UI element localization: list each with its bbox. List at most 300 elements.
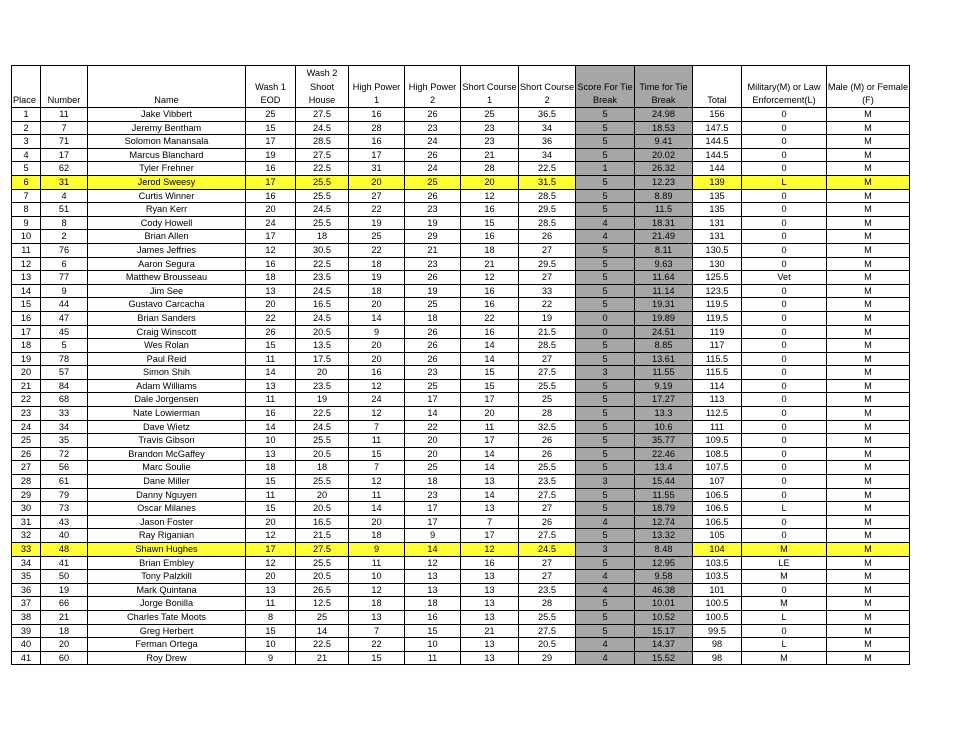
cell-tie-time: 17.27 <box>635 393 693 407</box>
cell-tie-score: 5 <box>576 624 635 638</box>
cell-name: Brian Embley <box>88 556 246 570</box>
cell-short-course-2: 24.5 <box>519 543 576 557</box>
cell-total: 115.5 <box>693 352 742 366</box>
cell-military-law: M <box>742 651 827 665</box>
cell-tie-time: 11.55 <box>635 488 693 502</box>
cell-total: 117 <box>693 339 742 353</box>
cell-wash2: 18 <box>296 230 349 244</box>
cell-tie-score: 5 <box>576 379 635 393</box>
cell-tie-time: 19.31 <box>635 298 693 312</box>
cell-high-power-2: 17 <box>405 515 461 529</box>
cell-tie-time: 18.31 <box>635 216 693 230</box>
cell-total: 119 <box>693 325 742 339</box>
table-row <box>12 175 910 189</box>
cell-tie-time: 9.63 <box>635 257 693 271</box>
cell-wash2: 25.5 <box>296 175 349 189</box>
cell-number: 18 <box>41 624 88 638</box>
cell-tie-time: 12.23 <box>635 175 693 189</box>
cell-gender: M <box>827 271 910 285</box>
table-row <box>12 243 910 257</box>
cell-total: 135 <box>693 189 742 203</box>
cell-wash1: 20 <box>246 203 296 217</box>
header-high-power-2: High Power 2 <box>405 66 461 108</box>
cell-short-course-1: 16 <box>461 284 519 298</box>
cell-place: 37 <box>12 597 41 611</box>
cell-high-power-1: 16 <box>349 366 405 380</box>
cell-short-course-2: 21.5 <box>519 325 576 339</box>
cell-total: 98 <box>693 651 742 665</box>
header-tie-score: Score For Tie Break <box>576 66 635 108</box>
cell-high-power-1: 9 <box>349 325 405 339</box>
cell-tie-score: 0 <box>576 325 635 339</box>
cell-total: 106.5 <box>693 515 742 529</box>
cell-short-course-1: 13 <box>461 651 519 665</box>
cell-short-course-1: 12 <box>461 271 519 285</box>
cell-name: Greg Herbert <box>88 624 246 638</box>
cell-number: 66 <box>41 597 88 611</box>
cell-high-power-1: 12 <box>349 583 405 597</box>
cell-name: Dale Jorgensen <box>88 393 246 407</box>
cell-number: 77 <box>41 271 88 285</box>
cell-number: 17 <box>41 148 88 162</box>
cell-tie-time: 11.55 <box>635 366 693 380</box>
cell-high-power-1: 20 <box>349 339 405 353</box>
cell-high-power-2: 24 <box>405 135 461 149</box>
cell-high-power-1: 9 <box>349 543 405 557</box>
cell-military-law: 0 <box>742 583 827 597</box>
table-row <box>12 556 910 570</box>
cell-place: 20 <box>12 366 41 380</box>
cell-short-course-2: 29.5 <box>519 257 576 271</box>
cell-high-power-1: 12 <box>349 475 405 489</box>
cell-name: James Jeffries <box>88 243 246 257</box>
cell-tie-time: 26.32 <box>635 162 693 176</box>
cell-place: 27 <box>12 461 41 475</box>
cell-short-course-1: 17 <box>461 393 519 407</box>
cell-high-power-1: 11 <box>349 434 405 448</box>
cell-high-power-1: 14 <box>349 311 405 325</box>
cell-wash1: 17 <box>246 230 296 244</box>
cell-tie-time: 9.41 <box>635 135 693 149</box>
header-tie-time: Time for Tie Break <box>635 66 693 108</box>
cell-gender: M <box>827 610 910 624</box>
table-row <box>12 257 910 271</box>
cell-place: 5 <box>12 162 41 176</box>
cell-total: 107.5 <box>693 461 742 475</box>
cell-gender: M <box>827 121 910 135</box>
cell-number: 31 <box>41 175 88 189</box>
cell-tie-score: 5 <box>576 393 635 407</box>
cell-place: 11 <box>12 243 41 257</box>
cell-wash2: 24.5 <box>296 284 349 298</box>
table-row <box>12 624 910 638</box>
header-gender: Male (M) or Female (F) <box>827 66 910 108</box>
cell-wash2: 12.5 <box>296 597 349 611</box>
table-row <box>12 583 910 597</box>
cell-place: 10 <box>12 230 41 244</box>
cell-short-course-1: 12 <box>461 189 519 203</box>
cell-short-course-1: 14 <box>461 461 519 475</box>
table-row <box>12 610 910 624</box>
cell-wash1: 15 <box>246 502 296 516</box>
cell-high-power-2: 23 <box>405 203 461 217</box>
cell-wash1: 18 <box>246 271 296 285</box>
cell-wash2: 22.5 <box>296 162 349 176</box>
cell-total: 100.5 <box>693 610 742 624</box>
cell-tie-score: 4 <box>576 216 635 230</box>
cell-place: 9 <box>12 216 41 230</box>
cell-total: 119.5 <box>693 311 742 325</box>
cell-total: 131 <box>693 230 742 244</box>
cell-short-course-2: 22 <box>519 298 576 312</box>
cell-number: 50 <box>41 570 88 584</box>
cell-high-power-1: 20 <box>349 352 405 366</box>
cell-wash2: 19 <box>296 393 349 407</box>
cell-short-course-2: 27 <box>519 243 576 257</box>
cell-military-law: M <box>742 597 827 611</box>
cell-short-course-2: 34 <box>519 121 576 135</box>
cell-wash2: 20.5 <box>296 325 349 339</box>
cell-gender: M <box>827 488 910 502</box>
cell-high-power-1: 12 <box>349 407 405 421</box>
cell-number: 43 <box>41 515 88 529</box>
cell-number: 2 <box>41 230 88 244</box>
cell-gender: M <box>827 556 910 570</box>
cell-place: 41 <box>12 651 41 665</box>
cell-high-power-1: 22 <box>349 203 405 217</box>
cell-high-power-2: 13 <box>405 570 461 584</box>
cell-wash1: 11 <box>246 352 296 366</box>
cell-place: 17 <box>12 325 41 339</box>
cell-tie-time: 8.85 <box>635 339 693 353</box>
cell-tie-score: 3 <box>576 543 635 557</box>
cell-short-course-2: 32.5 <box>519 420 576 434</box>
cell-place: 21 <box>12 379 41 393</box>
cell-wash2: 16.5 <box>296 298 349 312</box>
cell-tie-score: 4 <box>576 651 635 665</box>
cell-tie-time: 21.49 <box>635 230 693 244</box>
cell-high-power-1: 25 <box>349 230 405 244</box>
table-row <box>12 434 910 448</box>
cell-high-power-2: 23 <box>405 257 461 271</box>
cell-high-power-1: 19 <box>349 216 405 230</box>
cell-total: 123.5 <box>693 284 742 298</box>
cell-high-power-2: 24 <box>405 162 461 176</box>
cell-tie-score: 5 <box>576 447 635 461</box>
cell-high-power-1: 14 <box>349 502 405 516</box>
table-row <box>12 570 910 584</box>
cell-wash1: 17 <box>246 175 296 189</box>
cell-short-course-2: 28.5 <box>519 216 576 230</box>
cell-military-law: 0 <box>742 379 827 393</box>
header-short-course-1: Short Course 1 <box>461 66 519 108</box>
cell-wash2: 25.5 <box>296 556 349 570</box>
cell-number: 40 <box>41 529 88 543</box>
cell-short-course-1: 15 <box>461 379 519 393</box>
cell-number: 57 <box>41 366 88 380</box>
header-short-course-2: Short Course 2 <box>519 66 576 108</box>
cell-wash1: 15 <box>246 339 296 353</box>
cell-short-course-2: 20.5 <box>519 638 576 652</box>
cell-gender: M <box>827 352 910 366</box>
cell-military-law: 0 <box>742 108 827 122</box>
cell-high-power-2: 12 <box>405 556 461 570</box>
cell-number: 33 <box>41 407 88 421</box>
cell-tie-score: 5 <box>576 257 635 271</box>
cell-tie-score: 5 <box>576 407 635 421</box>
cell-name: Craig Winscott <box>88 325 246 339</box>
cell-tie-score: 5 <box>576 502 635 516</box>
cell-tie-time: 13.4 <box>635 461 693 475</box>
table-row <box>12 216 910 230</box>
cell-number: 45 <box>41 325 88 339</box>
cell-wash1: 16 <box>246 257 296 271</box>
cell-place: 3 <box>12 135 41 149</box>
cell-short-course-2: 26 <box>519 515 576 529</box>
cell-gender: M <box>827 243 910 257</box>
cell-name: Travis Gibson <box>88 434 246 448</box>
cell-number: 56 <box>41 461 88 475</box>
cell-military-law: L <box>742 502 827 516</box>
cell-total: 112.5 <box>693 407 742 421</box>
cell-name: Marc Soulie <box>88 461 246 475</box>
cell-short-course-1: 13 <box>461 583 519 597</box>
cell-military-law: 0 <box>742 230 827 244</box>
cell-military-law: M <box>742 570 827 584</box>
cell-name: Solomon Manansala <box>88 135 246 149</box>
cell-total: 104 <box>693 543 742 557</box>
cell-short-course-1: 15 <box>461 366 519 380</box>
cell-high-power-1: 18 <box>349 597 405 611</box>
cell-name: Mark Quintana <box>88 583 246 597</box>
cell-number: 21 <box>41 610 88 624</box>
cell-military-law: 0 <box>742 298 827 312</box>
cell-short-course-2: 25.5 <box>519 610 576 624</box>
cell-short-course-1: 13 <box>461 502 519 516</box>
cell-high-power-2: 20 <box>405 447 461 461</box>
cell-high-power-2: 18 <box>405 311 461 325</box>
cell-short-course-1: 25 <box>461 108 519 122</box>
cell-tie-time: 11.64 <box>635 271 693 285</box>
cell-tie-time: 24.98 <box>635 108 693 122</box>
cell-total: 156 <box>693 108 742 122</box>
cell-name: Marcus Blanchard <box>88 148 246 162</box>
cell-short-course-2: 27 <box>519 502 576 516</box>
cell-high-power-2: 23 <box>405 488 461 502</box>
table-row <box>12 298 910 312</box>
cell-military-law: 0 <box>742 461 827 475</box>
cell-wash1: 10 <box>246 434 296 448</box>
cell-wash1: 20 <box>246 570 296 584</box>
cell-name: Dane Miller <box>88 475 246 489</box>
cell-high-power-2: 18 <box>405 475 461 489</box>
cell-gender: M <box>827 583 910 597</box>
cell-short-course-1: 20 <box>461 407 519 421</box>
cell-high-power-2: 25 <box>405 461 461 475</box>
cell-high-power-2: 29 <box>405 230 461 244</box>
cell-gender: M <box>827 379 910 393</box>
cell-high-power-1: 22 <box>349 638 405 652</box>
cell-gender: M <box>827 570 910 584</box>
cell-military-law: 0 <box>742 434 827 448</box>
cell-wash2: 23.5 <box>296 271 349 285</box>
cell-high-power-1: 20 <box>349 515 405 529</box>
cell-place: 39 <box>12 624 41 638</box>
cell-wash2: 18 <box>296 461 349 475</box>
cell-wash2: 23.5 <box>296 379 349 393</box>
table-row <box>12 108 910 122</box>
cell-number: 41 <box>41 556 88 570</box>
cell-total: 144 <box>693 162 742 176</box>
cell-tie-score: 4 <box>576 230 635 244</box>
cell-number: 51 <box>41 203 88 217</box>
cell-short-course-1: 13 <box>461 475 519 489</box>
cell-tie-time: 8.48 <box>635 543 693 557</box>
header-wash2: Wash 2 Shoot House <box>296 66 349 108</box>
cell-short-course-2: 23.5 <box>519 583 576 597</box>
cell-high-power-1: 18 <box>349 529 405 543</box>
cell-total: 103.5 <box>693 570 742 584</box>
cell-high-power-1: 13 <box>349 610 405 624</box>
cell-total: 131 <box>693 216 742 230</box>
cell-tie-time: 12.95 <box>635 556 693 570</box>
cell-wash1: 12 <box>246 529 296 543</box>
cell-high-power-1: 20 <box>349 298 405 312</box>
header-name: Name <box>88 66 246 108</box>
table-row <box>12 189 910 203</box>
cell-place: 35 <box>12 570 41 584</box>
cell-wash2: 22.5 <box>296 638 349 652</box>
cell-gender: M <box>827 257 910 271</box>
cell-short-course-2: 26 <box>519 434 576 448</box>
cell-tie-score: 5 <box>576 488 635 502</box>
cell-place: 33 <box>12 543 41 557</box>
cell-wash2: 17.5 <box>296 352 349 366</box>
cell-wash1: 14 <box>246 420 296 434</box>
cell-name: Nate Lowierman <box>88 407 246 421</box>
cell-high-power-1: 7 <box>349 624 405 638</box>
cell-military-law: M <box>742 543 827 557</box>
cell-short-course-1: 16 <box>461 298 519 312</box>
cell-tie-score: 5 <box>576 243 635 257</box>
cell-high-power-2: 23 <box>405 121 461 135</box>
cell-place: 4 <box>12 148 41 162</box>
cell-wash1: 11 <box>246 597 296 611</box>
cell-short-course-1: 20 <box>461 175 519 189</box>
cell-high-power-2: 23 <box>405 366 461 380</box>
cell-high-power-2: 26 <box>405 352 461 366</box>
cell-military-law: Vet <box>742 271 827 285</box>
table-row <box>12 135 910 149</box>
cell-tie-time: 22.46 <box>635 447 693 461</box>
cell-name: Shawn Hughes <box>88 543 246 557</box>
cell-tie-score: 5 <box>576 597 635 611</box>
cell-short-course-1: 15 <box>461 216 519 230</box>
cell-number: 5 <box>41 339 88 353</box>
cell-short-course-2: 25.5 <box>519 461 576 475</box>
cell-wash1: 25 <box>246 108 296 122</box>
cell-short-course-1: 17 <box>461 529 519 543</box>
table-row <box>12 379 910 393</box>
cell-place: 23 <box>12 407 41 421</box>
cell-tie-time: 13.61 <box>635 352 693 366</box>
cell-gender: M <box>827 230 910 244</box>
cell-place: 38 <box>12 610 41 624</box>
cell-high-power-2: 16 <box>405 610 461 624</box>
header-total: Total <box>693 66 742 108</box>
cell-wash1: 12 <box>246 243 296 257</box>
cell-short-course-1: 13 <box>461 638 519 652</box>
cell-number: 9 <box>41 284 88 298</box>
cell-tie-score: 5 <box>576 298 635 312</box>
cell-wash1: 15 <box>246 121 296 135</box>
cell-tie-time: 9.19 <box>635 379 693 393</box>
cell-name: Jorge Bonilla <box>88 597 246 611</box>
table-row <box>12 339 910 353</box>
cell-name: Jake Vibbert <box>88 108 246 122</box>
cell-gender: M <box>827 651 910 665</box>
cell-place: 7 <box>12 189 41 203</box>
cell-name: Tony Palzkill <box>88 570 246 584</box>
cell-tie-time: 24.51 <box>635 325 693 339</box>
cell-gender: M <box>827 339 910 353</box>
cell-name: Ferman Ortega <box>88 638 246 652</box>
cell-gender: M <box>827 624 910 638</box>
cell-place: 31 <box>12 515 41 529</box>
cell-short-course-2: 26 <box>519 230 576 244</box>
cell-wash1: 15 <box>246 475 296 489</box>
cell-military-law: 0 <box>742 475 827 489</box>
cell-wash2: 22.5 <box>296 257 349 271</box>
cell-gender: M <box>827 108 910 122</box>
cell-short-course-2: 36 <box>519 135 576 149</box>
cell-total: 105 <box>693 529 742 543</box>
cell-high-power-2: 17 <box>405 393 461 407</box>
cell-military-law: 0 <box>742 393 827 407</box>
cell-high-power-2: 19 <box>405 284 461 298</box>
table-row <box>12 393 910 407</box>
cell-name: Dave Wietz <box>88 420 246 434</box>
table-row <box>12 488 910 502</box>
cell-wash1: 17 <box>246 543 296 557</box>
cell-short-course-2: 27.5 <box>519 488 576 502</box>
cell-wash1: 13 <box>246 284 296 298</box>
cell-short-course-2: 28.5 <box>519 189 576 203</box>
cell-total: 114 <box>693 379 742 393</box>
cell-short-course-2: 23.5 <box>519 475 576 489</box>
cell-tie-score: 1 <box>576 162 635 176</box>
cell-name: Gustavo Carcacha <box>88 298 246 312</box>
cell-short-course-2: 27 <box>519 570 576 584</box>
cell-place: 30 <box>12 502 41 516</box>
cell-tie-time: 12.74 <box>635 515 693 529</box>
cell-gender: M <box>827 135 910 149</box>
cell-wash1: 20 <box>246 298 296 312</box>
table-row <box>12 230 910 244</box>
cell-tie-score: 4 <box>576 515 635 529</box>
cell-short-course-1: 13 <box>461 597 519 611</box>
cell-military-law: 0 <box>742 243 827 257</box>
cell-tie-time: 15.44 <box>635 475 693 489</box>
cell-military-law: L <box>742 638 827 652</box>
cell-military-law: 0 <box>742 529 827 543</box>
cell-total: 99.5 <box>693 624 742 638</box>
table-row <box>12 352 910 366</box>
cell-tie-score: 5 <box>576 189 635 203</box>
cell-total: 107 <box>693 475 742 489</box>
cell-high-power-2: 20 <box>405 434 461 448</box>
cell-short-course-2: 27.5 <box>519 366 576 380</box>
